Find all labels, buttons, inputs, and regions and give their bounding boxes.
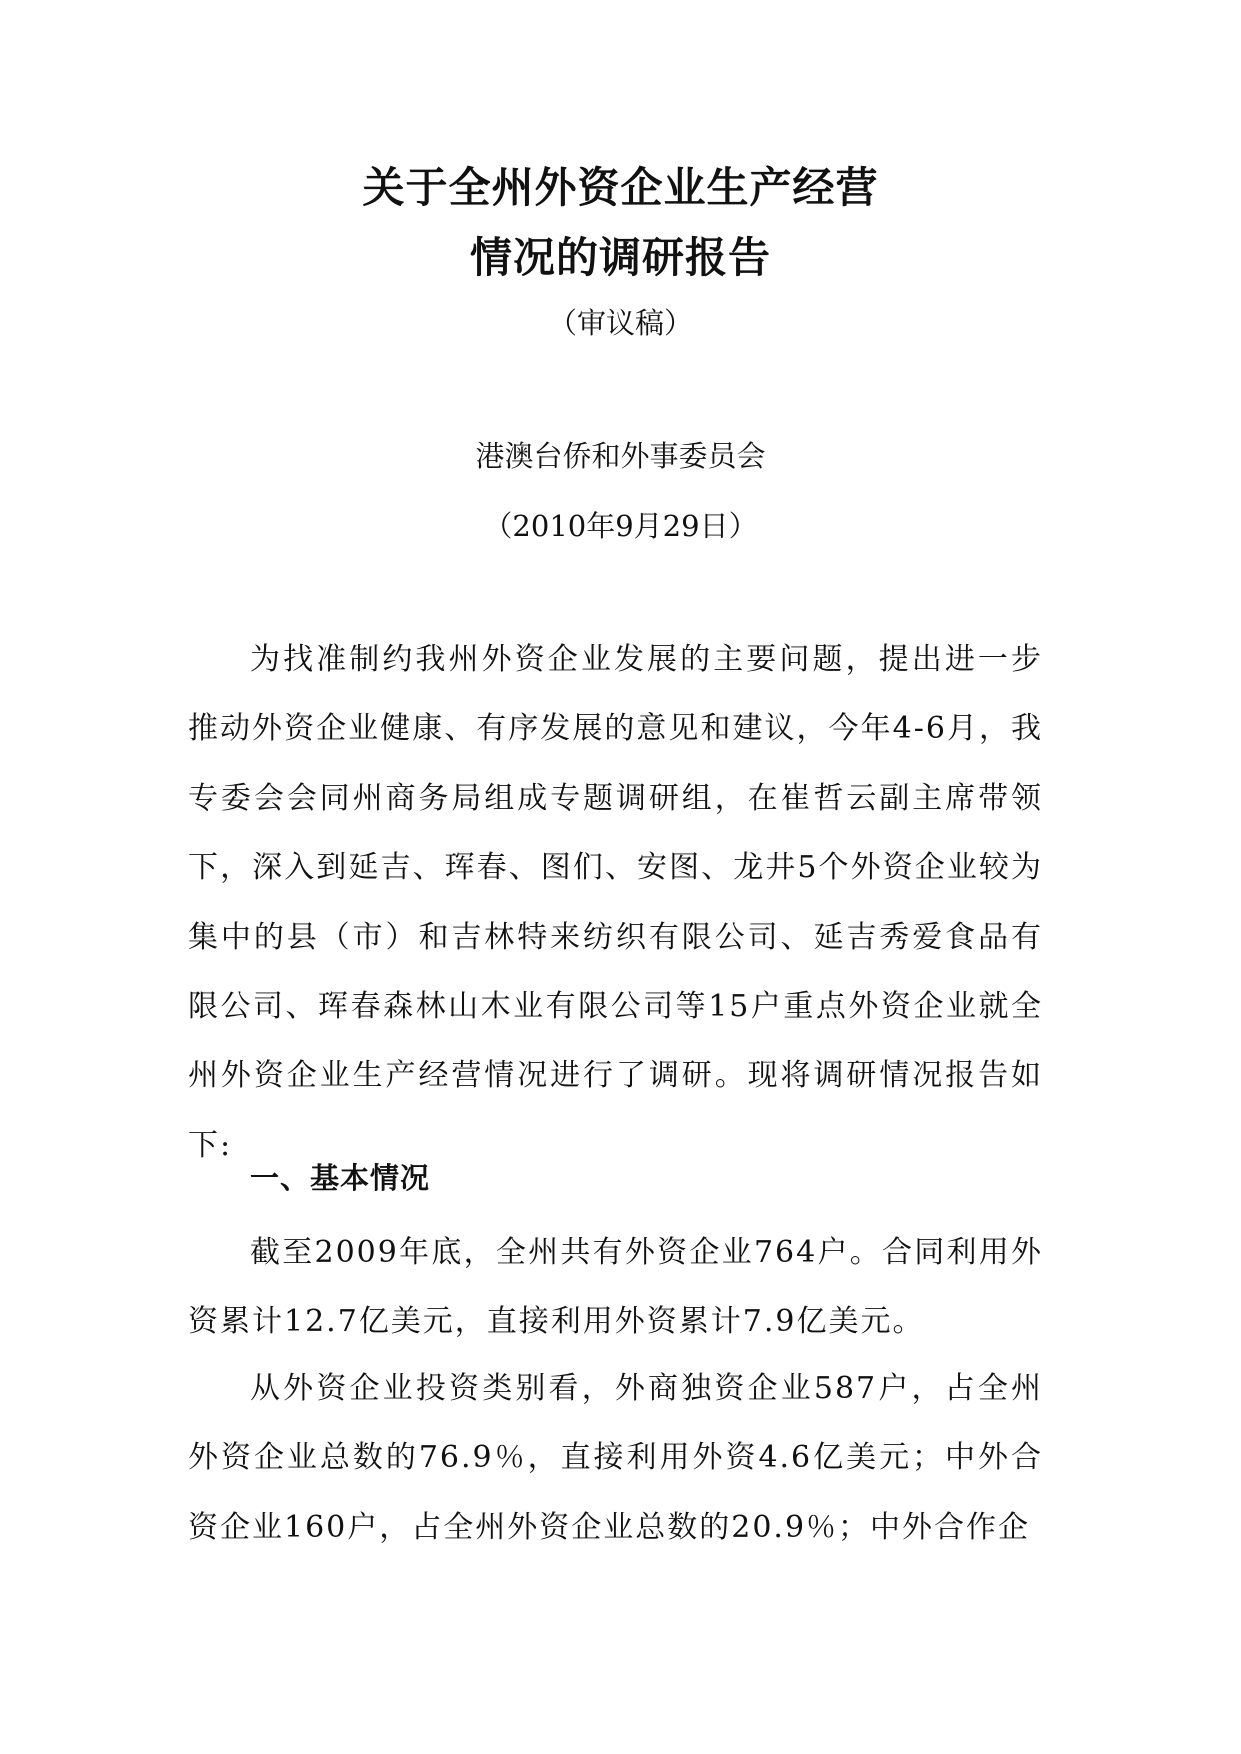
section-heading-basic-situation: 一、基本情况 bbox=[250, 1161, 431, 1195]
document-title-line2: 情况的调研报告 bbox=[469, 233, 771, 282]
body-paragraph-basic-figures: 截至2009年底，全州共有外资企业764户。合同利用外资累计12.7亿美元，直接利用外资累计7.9亿美元。 bbox=[188, 1235, 1043, 1340]
body-paragraph-investment-types: 从外资企业投资类别看，外商独资企业587户，占全州外资企业总数的76.9％，直接利用外资4.6亿美元；中外合资企业160户，占全州外资企业总数的20.9％；中外合作企 bbox=[188, 1371, 1043, 1545]
body-paragraph-intro: 为找准制约我州外资企业发展的主要问题，提出进一步推动外资企业健康、有序发展的意见和建议，今年4-6月，我专委会会同州商务局组成专题调研组，在崔哲云副主席带领下，深入到延吉、珲春、图们、安图、龙井5个外资企业较为集中的县（市）和吉林特来纺织有限公司、延吉秀爱食品有限公司、珲春森林山木业有限公司等15户重点外资企业就全州外资企业生产经营情况进行了调研。现将调研情况报告如下: bbox=[188, 642, 1043, 1163]
document-author: 港澳台侨和外事委员会 bbox=[475, 439, 766, 473]
document-subtitle: （审议稿） bbox=[547, 306, 693, 340]
document-title-line1: 关于全州外资企业生产经营 bbox=[362, 163, 879, 212]
document-date: （2010年9月29日） bbox=[483, 509, 758, 543]
